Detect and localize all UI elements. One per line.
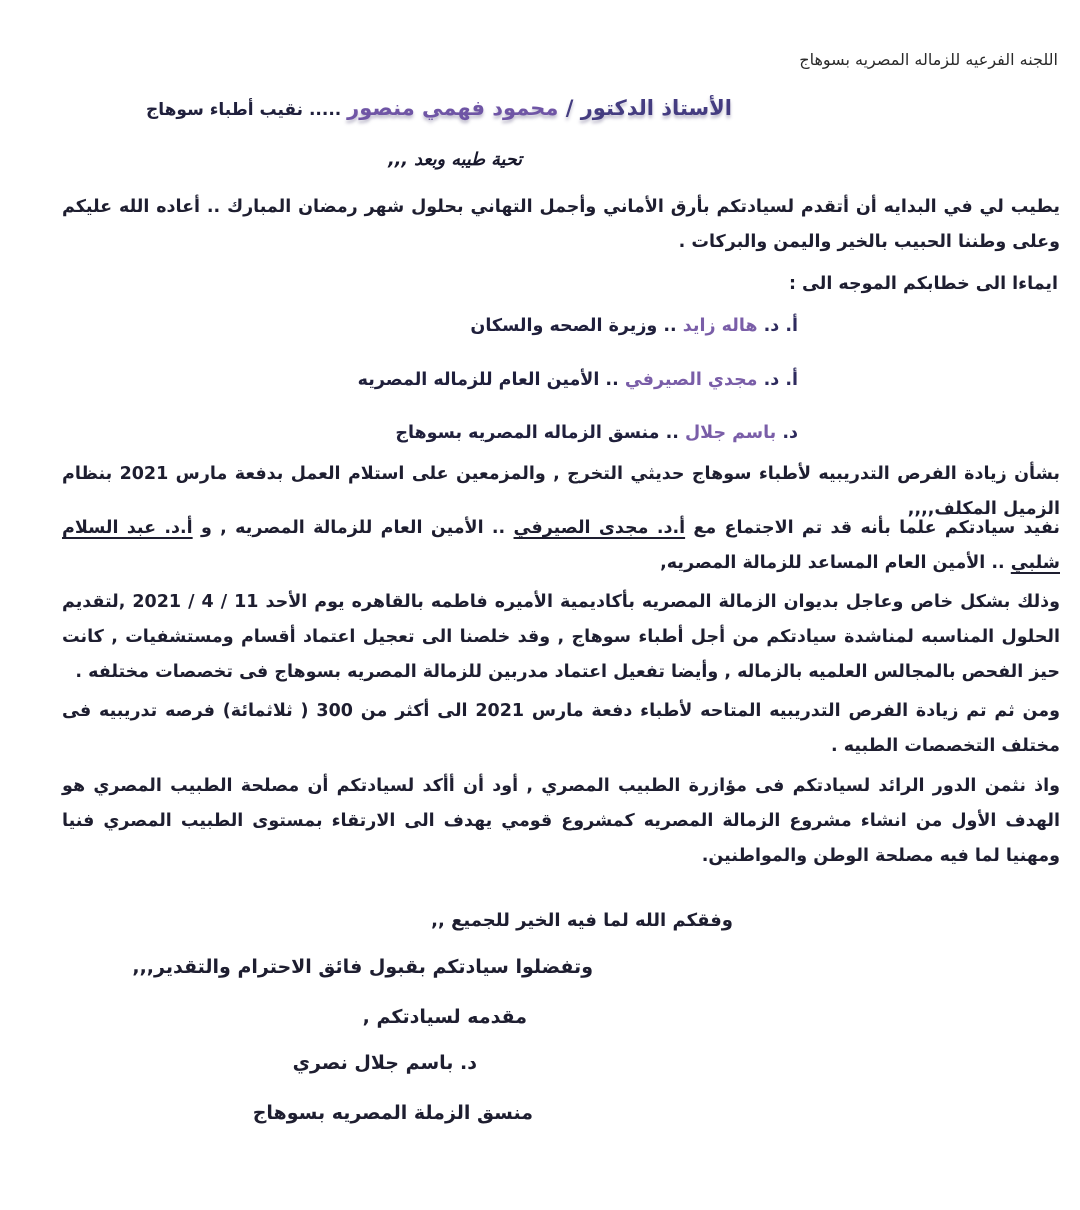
recipient-title-prefix: الأستاذ الدكتور / bbox=[558, 96, 732, 120]
subject-paragraph: بشأن زيادة الفرص التدريبيه لأطباء سوهاج حديثي التخرج , والمزمعين على استلام العمل بدفعة مارس 2021 بنظام الزميل المكلف,,,, bbox=[62, 464, 1060, 519]
meeting-text: .. الأمين العام المساعد للزمالة المصريه, bbox=[660, 553, 1011, 573]
underlined-person-name: أ.د. عبد السلام شلبي bbox=[62, 518, 1060, 573]
addressee-name: هاله زايد bbox=[682, 316, 758, 336]
addressee-row-health-minister bbox=[470, 316, 798, 336]
salutation: تحية طيبه وبعد ,,, bbox=[388, 150, 522, 170]
underlined-person-name: أ.د. مجدى الصيرفي bbox=[513, 518, 686, 538]
details-paragraph: وذلك بشكل خاص وعاجل بديوان الزمالة المصريه بأكاديمية الأميره فاطمه بالقاهره يوم الأحد 11 / 4 / 2021 ,لتقديم الحلول المناسبه لمناشدة سيادتكم من أجل أطباء سوهاج , وقد خلصنا الى تعجيل اعتماد أقسام ومستشفيات , كانت حيز الفحص بالمجالس العلميه بالزماله , وأيضا تفعيل اعتماد مدربين للزمالة المصريه بسوهاج فى تخصصات مختلفه . bbox=[62, 592, 1061, 682]
addressee-prefix: د. bbox=[776, 423, 798, 443]
addressee-role: .. وزيرة الصحه والسكان bbox=[470, 316, 683, 336]
addressee-name: مجدي الصيرفي bbox=[624, 370, 758, 390]
submitted-by-line: مقدمه لسيادتكم , bbox=[362, 1006, 527, 1028]
recipient-line bbox=[146, 96, 732, 120]
recipient-role-suffix: ..... نقيب أطباء سوهاج bbox=[146, 100, 348, 120]
meeting-text: نفيد سيادتكم علما بأنه قد تم الاجتماع مع bbox=[685, 518, 1060, 538]
addressee-role: .. الأمين العام للزماله المصريه bbox=[357, 370, 625, 390]
signature-title: منسق الزملة المصريه بسوهاج bbox=[252, 1102, 533, 1124]
closing-line: وتفضلوا سيادتكم بقبول فائق الاحترام والتقدير,,, bbox=[132, 956, 593, 978]
blessing-line: وفقكم الله لما فيه الخير للجميع ,, bbox=[431, 910, 733, 931]
recipient-name: محمود فهمي منصور bbox=[347, 96, 559, 120]
addressee-row-coordinator bbox=[395, 423, 798, 443]
org-line: اللجنه الفرعيه للزماله المصريه بسوهاج bbox=[799, 50, 1058, 69]
addressee-name: باسم جلال bbox=[685, 423, 777, 443]
reference-line: ايماءا الى خطابكم الموجه الى : bbox=[788, 274, 1058, 294]
addressee-prefix: أ. د. bbox=[757, 316, 798, 336]
addressee-prefix: أ. د. bbox=[757, 370, 798, 390]
meeting-paragraph bbox=[62, 511, 1060, 581]
appreciation-paragraph: واذ نثمن الدور الرائد لسيادتكم فى مؤازرة الطبيب المصري , أود أن أأكد لسيادتكم أن مصلحة الطبيب المصري هو الهدف الأول من انشاء مشروع الزمالة المصريه كمشروع قومي يهدف الى الارتقاء بمستوى الطبيب المصري فنيا ومهنيا لما فيه مصلحة الوطن والمواطنين. bbox=[62, 776, 1060, 866]
signature-name: د. باسم جلال نصري bbox=[292, 1052, 477, 1074]
addressee-row-secretary-general bbox=[358, 370, 798, 390]
outcome-paragraph: ومن ثم تم زيادة الفرص التدريبيه المتاحه لأطباء دفعة مارس 2021 الى أكثر من 300 ( ثلاثمائة) فرصه تدريبيه فى مختلف التخصصات الطبيه . bbox=[62, 701, 1061, 756]
intro-paragraph: يطيب لي في البدايه أن أتقدم لسيادتكم بأرق الأماني وأجمل التهاني بحلول شهر رمضان المبارك .. أعاده الله عليكم وعلى وطننا الحبيب بالخير واليمن والبركات . bbox=[62, 197, 1060, 252]
addressee-role: .. منسق الزماله المصريه بسوهاج bbox=[395, 423, 685, 443]
meeting-text: .. الأمين العام للزمالة المصريه , و bbox=[192, 518, 514, 538]
